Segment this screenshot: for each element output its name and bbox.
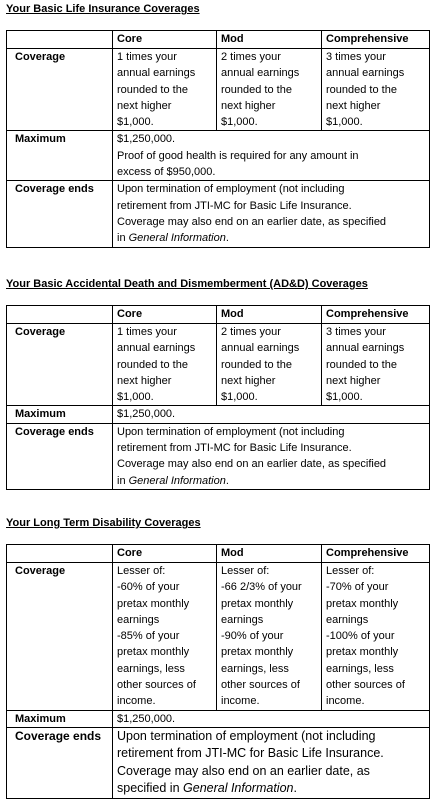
cell-line: rounded to the (326, 358, 397, 371)
cell-line: annual earnings (221, 342, 300, 355)
cell-line: $1,000. (221, 391, 258, 404)
cell-line: Upon termination of employment (not including (117, 183, 345, 196)
cell-line: next higher (326, 374, 381, 387)
cell-line: 1 times your (117, 51, 177, 63)
cell-line: income. (221, 695, 260, 708)
cell-line: next higher (221, 374, 276, 387)
column-header-comprehensive: Comprehensive (322, 545, 430, 563)
maximum-cell (113, 710, 430, 727)
row-label-maximum: Maximum (7, 131, 113, 181)
column-header-core: Core (113, 31, 217, 49)
coverage-cell-mod (217, 49, 322, 131)
general-information-reference: General Information (128, 474, 226, 487)
cell-line: $1,250,000. (117, 133, 176, 146)
header-empty-cell (7, 545, 113, 563)
cell-line: other sources of (117, 679, 196, 692)
coverage-ends-row (7, 423, 430, 489)
cell-line: Lesser of: (221, 565, 270, 577)
cell-line: pretax monthly (326, 597, 399, 610)
cell-line: $1,000. (326, 116, 363, 129)
coverage-row (7, 324, 430, 406)
add-coverage-table (6, 305, 430, 490)
header-empty-cell (7, 306, 113, 324)
cell-line (117, 780, 425, 798)
cell-line: 2 times your (221, 326, 281, 338)
ends-prefix: specified in (117, 781, 184, 796)
cell-line (117, 473, 425, 489)
cell-line: -100% of your (326, 630, 395, 643)
general-information-reference: General Information (183, 781, 294, 796)
cell-line: earnings (117, 613, 160, 626)
row-label-coverage-ends: Coverage ends (7, 181, 113, 247)
coverage-row (7, 49, 430, 131)
cell-line: $1,000. (326, 391, 363, 404)
coverage-ends-row (7, 727, 430, 798)
ends-suffix: . (293, 781, 297, 796)
column-header-mod: Mod (217, 306, 322, 324)
row-label-maximum: Maximum (7, 710, 113, 727)
cell-line: retirement from JTI-MC for Basic Life Insurance. (117, 199, 352, 212)
cell-line: rounded to the (117, 83, 188, 96)
row-label-coverage-ends: Coverage ends (7, 423, 113, 489)
cell-line: next higher (221, 99, 276, 112)
cell-line: 3 times your (326, 51, 386, 63)
cell-line: Coverage may also end on an earlier date, as specified (117, 215, 387, 228)
cell-line: annual earnings (326, 342, 405, 355)
coverage-ends-row (7, 181, 430, 247)
ends-prefix: in (117, 232, 129, 245)
cell-line: earnings, less (117, 662, 185, 675)
cell-line: Coverage may also end on an earlier date, as specified (117, 458, 387, 471)
table-header-row (7, 31, 430, 49)
section-title-life: Your Basic Life Insurance Coverages (6, 3, 200, 15)
cell-line: other sources of (326, 679, 405, 692)
column-header-mod: Mod (217, 545, 322, 563)
cell-line: income. (117, 695, 156, 708)
cell-line: $1,000. (221, 116, 258, 129)
general-information-reference: General Information (128, 232, 226, 245)
maximum-row (7, 131, 430, 181)
cell-line: other sources of (221, 679, 300, 692)
cell-line: pretax monthly (117, 646, 190, 659)
table-header-row (7, 545, 430, 563)
coverage-cell-core (113, 324, 217, 406)
cell-line: earnings (326, 613, 369, 626)
row-label-coverage: Coverage (7, 49, 113, 131)
section-title-ltd: Your Long Term Disability Coverages (6, 517, 201, 529)
cell-line: Lesser of: (117, 565, 166, 577)
cell-line: retirement from JTI-MC for Basic Life Insurance. (117, 442, 352, 455)
cell-line: rounded to the (221, 358, 292, 371)
cell-line: earnings, less (326, 662, 394, 675)
cell-line: income. (326, 695, 365, 708)
cell-line: Upon termination of employment (not including (117, 425, 345, 438)
ends-suffix: . (225, 232, 229, 245)
table-header-row (7, 306, 430, 324)
cell-line: rounded to the (221, 83, 292, 96)
coverage-cell-comprehensive (322, 563, 430, 711)
cell-line: excess of $950,000. (117, 166, 216, 179)
cell-line: pretax monthly (117, 597, 190, 610)
coverage-ends-cell (113, 727, 430, 798)
cell-line: annual earnings (326, 67, 405, 80)
ends-prefix: in (117, 474, 129, 487)
cell-line: $1,250,000. (117, 712, 176, 725)
cell-line: next higher (117, 99, 172, 112)
column-header-core: Core (113, 545, 217, 563)
coverage-cell-comprehensive (322, 49, 430, 131)
cell-line: $1,000. (117, 116, 154, 129)
cell-line: pretax monthly (221, 597, 294, 610)
cell-line: rounded to the (117, 358, 188, 371)
cell-line: next higher (326, 99, 381, 112)
coverage-cell-mod (217, 563, 322, 711)
life-coverage-table (6, 30, 430, 248)
column-header-comprehensive: Comprehensive (322, 31, 430, 49)
row-label-maximum: Maximum (7, 406, 113, 423)
cell-line: 3 times your (326, 326, 386, 338)
cell-line: Lesser of: (326, 565, 375, 577)
cell-line: Upon termination of employment (not including (117, 728, 376, 743)
maximum-cell (113, 406, 430, 423)
cell-line: pretax monthly (221, 646, 294, 659)
coverage-cell-mod (217, 324, 322, 406)
maximum-cell (113, 131, 430, 181)
ltd-coverage-table (6, 544, 430, 799)
coverage-ends-cell (113, 181, 430, 247)
coverage-cell-comprehensive (322, 324, 430, 406)
cell-line: Proof of good health is required for any amount in (117, 149, 359, 162)
column-header-core: Core (113, 306, 217, 324)
cell-line: earnings, less (221, 662, 289, 675)
cell-line: 1 times your (117, 326, 177, 338)
cell-line: -60% of your (117, 581, 180, 594)
cell-line: Coverage may also end on an earlier date, as (117, 763, 370, 778)
cell-line (117, 230, 425, 246)
cell-line: next higher (117, 374, 172, 387)
cell-line: -90% of your (221, 630, 284, 643)
section-title-add: Your Basic Accidental Death and Dismemberment (AD&D) Coverages (6, 278, 368, 290)
ends-suffix: . (225, 474, 229, 487)
maximum-row (7, 406, 430, 423)
cell-line: retirement from JTI-MC for Basic Life Insurance. (117, 746, 384, 761)
coverage-row (7, 563, 430, 711)
cell-line: annual earnings (117, 342, 196, 355)
cell-line: annual earnings (221, 67, 300, 80)
cell-line: pretax monthly (326, 646, 399, 659)
row-label-coverage: Coverage (7, 563, 113, 711)
cell-line: -66 2/3% of your (221, 581, 302, 594)
header-empty-cell (7, 31, 113, 49)
cell-line: $1,000. (117, 391, 154, 404)
cell-line: $1,250,000. (117, 408, 176, 421)
row-label-coverage-ends: Coverage ends (7, 727, 113, 798)
coverage-cell-core (113, 563, 217, 711)
row-label-coverage: Coverage (7, 324, 113, 406)
cell-line: -85% of your (117, 630, 180, 643)
maximum-row (7, 710, 430, 727)
column-header-comprehensive: Comprehensive (322, 306, 430, 324)
cell-line: rounded to the (326, 83, 397, 96)
cell-line: -70% of your (326, 581, 389, 594)
cell-line: earnings (221, 613, 264, 626)
cell-line: 2 times your (221, 51, 281, 63)
cell-line: annual earnings (117, 67, 196, 80)
column-header-mod: Mod (217, 31, 322, 49)
coverage-ends-cell (113, 423, 430, 489)
coverage-cell-core (113, 49, 217, 131)
